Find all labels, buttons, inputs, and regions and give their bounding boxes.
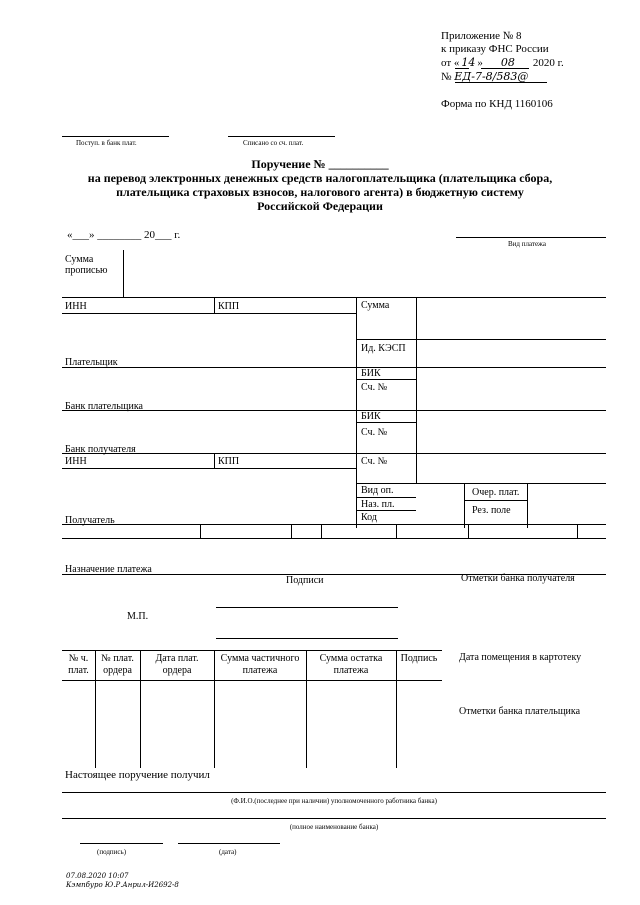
order-date-prefix: от « <box>441 57 460 69</box>
rule-cells-bottom <box>62 538 606 539</box>
rule-signature <box>80 843 163 844</box>
received-by-label: Настоящее поручение получил <box>65 769 210 781</box>
amount-words-label-2: прописью <box>65 265 108 276</box>
signature-line-1 <box>216 607 398 608</box>
queue-label: Очер. плат. <box>472 487 520 498</box>
amount-words-divider <box>123 250 124 297</box>
rule-date <box>178 843 280 844</box>
signature-line-2 <box>216 638 398 639</box>
rule-amount-bottom <box>62 297 606 298</box>
rule-op-type <box>356 497 416 498</box>
number-underline <box>455 82 547 83</box>
recipient-account-label: Сч. № <box>361 456 388 467</box>
rule-ops-top <box>356 483 606 484</box>
title-line-2: на перевод электронных денежных средств налогоплательщика (плательщика сбора, <box>87 171 553 185</box>
table-header-signature: Подпись <box>400 653 438 664</box>
order-month-handwritten: 08 <box>500 56 515 69</box>
table-header-rule <box>62 680 442 681</box>
recipient-bank-label: Банк получателя <box>65 444 136 455</box>
cell-div-4 <box>396 524 397 538</box>
pay-purpose-code-label: Наз. пл. <box>361 499 395 510</box>
payer-bank-marks: Отметки банка плательщика <box>459 706 581 717</box>
id-kesp-label: Ид. КЭСП <box>361 343 406 354</box>
rule-payer-bik <box>356 379 416 380</box>
document-date: «___» ________ 20___ г. <box>67 229 181 241</box>
cell-div-3 <box>321 524 322 538</box>
payer-account-label: Сч. № <box>361 382 388 393</box>
table-header-remaining-sum: Сумма остатка платежа <box>319 653 383 676</box>
signature-note: (подпись) <box>97 848 127 856</box>
print-stamp-line-2: Кэмпбуро Ю.Р.Анрил-И2692-8 <box>66 881 179 889</box>
debited-caption: Списано со сч. плат. <box>243 139 304 147</box>
recipient-inn-kpp-divider <box>214 453 215 468</box>
reserve-label: Рез. поле <box>472 505 511 516</box>
rule-payer-inn <box>62 313 356 314</box>
amount-label: Сумма <box>361 300 390 311</box>
cell-div-2 <box>291 524 292 538</box>
recipient-bik-label: БИК <box>361 411 381 422</box>
table-col-div-5 <box>396 650 397 768</box>
rule-payer-bottom <box>62 367 606 368</box>
table-header-order-date: Дата плат. ордера <box>155 653 199 676</box>
rule-queue <box>464 500 527 501</box>
title-line-1: Поручение № __________ <box>251 157 389 171</box>
fio-note: (Ф.И.О.(последнее при наличии) уполномоченного работника банка) <box>231 797 437 805</box>
date-note: (дата) <box>219 848 237 856</box>
right-vertical-divider <box>416 297 417 483</box>
rule-payer-bank-bottom <box>62 410 606 411</box>
order-number-prefix: № <box>441 71 452 83</box>
month-underline <box>481 68 529 69</box>
table-header-order-no: № плат. ордера <box>101 653 134 676</box>
payer-bik-label: БИК <box>361 368 381 379</box>
table-header-partial-sum: Сумма частичного платежа <box>220 653 300 676</box>
recipient-bank-account-label: Сч. № <box>361 427 388 438</box>
payer-inn-kpp-divider <box>214 297 215 313</box>
ops-divider-1 <box>464 483 465 528</box>
recipient-label: Получатель <box>65 515 115 526</box>
title-line-4: Российской Федерации <box>257 199 383 213</box>
order-reference: к приказу ФНС России <box>441 43 549 55</box>
card-placement-date: Дата помещения в картотеку <box>459 652 582 663</box>
received-line <box>62 136 169 137</box>
cell-div-1 <box>200 524 201 538</box>
rule-recipient-bank-bottom <box>62 453 606 454</box>
rule-recipient-inn <box>62 468 356 469</box>
title-line-3: плательщика страховых взносов, налогового агента) в бюджетную систему <box>116 185 524 199</box>
print-stamp-line-1: 07.08.2020 10:07 <box>66 872 129 880</box>
order-number-handwritten: ЕД-7-8/583@ <box>454 70 529 83</box>
payer-label: Плательщик <box>65 357 118 368</box>
day-underline <box>455 68 469 69</box>
recipient-kpp-label: КПП <box>218 456 240 467</box>
bank-name-note: (полное наименование банка) <box>289 823 379 831</box>
table-header-part-no: № ч. плат. <box>68 653 89 676</box>
payer-inn-label: ИНН <box>65 301 87 312</box>
cell-div-5 <box>468 524 469 538</box>
recipient-inn-label: ИНН <box>65 456 87 467</box>
payment-type-line <box>456 237 606 238</box>
appendix-number: Приложение № 8 <box>441 30 522 42</box>
stamp-label: М.П. <box>127 611 149 622</box>
rule-recipient-bik <box>356 422 416 423</box>
order-day-handwritten: 14 <box>461 56 476 69</box>
received-caption: Поступ. в банк плат. <box>76 139 137 147</box>
rule-recipient-bottom <box>62 524 606 525</box>
payer-bank-label: Банк плательщика <box>65 401 143 412</box>
code-label: Код <box>361 512 377 523</box>
order-date-mid: » <box>477 57 483 69</box>
form-code: Форма по КНД 1160106 <box>441 98 553 110</box>
rule-amount-cell <box>356 339 606 340</box>
rule-purpose-code <box>356 510 416 511</box>
cell-div-6 <box>577 524 578 538</box>
amount-words-label-1: Сумма <box>65 254 94 265</box>
mid-vertical-divider <box>356 297 357 528</box>
debited-line <box>228 136 335 137</box>
ops-divider-2 <box>527 483 528 528</box>
op-type-label: Вид оп. <box>361 485 394 496</box>
payment-type-caption: Вид платежа <box>508 240 547 248</box>
payment-purpose-label: Назначение платежа <box>65 564 152 575</box>
rule-bank-name <box>62 818 606 819</box>
recipient-bank-marks: Отметки банка получателя <box>461 573 575 584</box>
order-year: 2020 г. <box>532 57 564 69</box>
rule-fio <box>62 792 606 793</box>
signatures-label: Подписи <box>286 575 324 586</box>
table-top-rule <box>62 650 442 651</box>
payer-kpp-label: КПП <box>218 301 240 312</box>
